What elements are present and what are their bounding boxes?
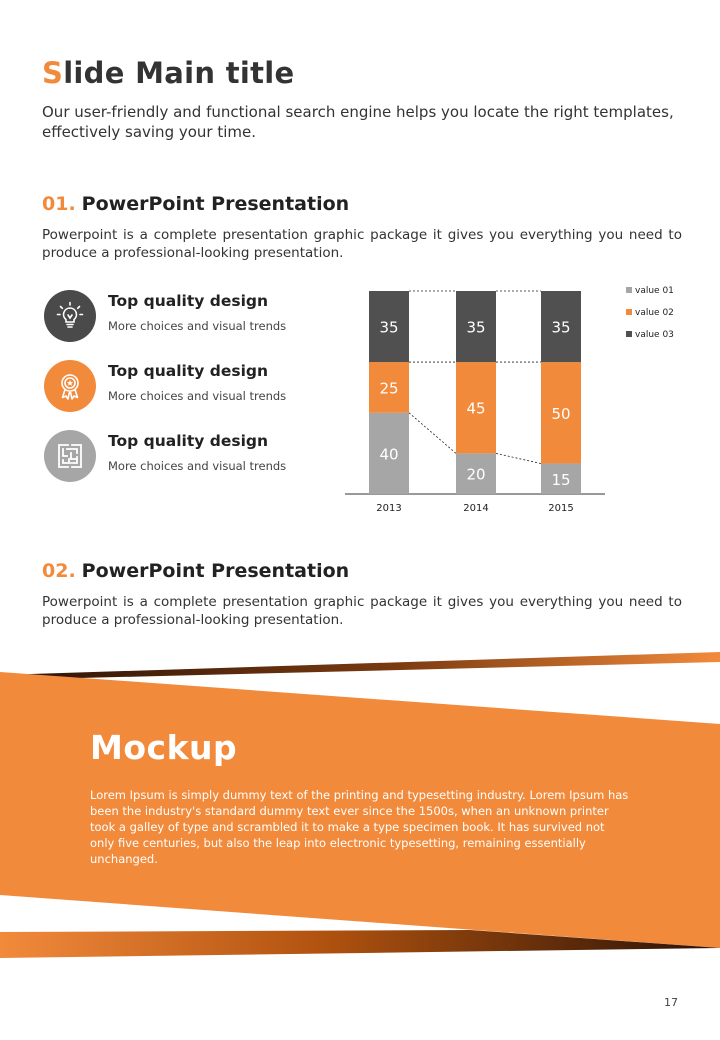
data-label: 35 (379, 318, 399, 337)
connector-line (496, 453, 541, 463)
section2-heading (42, 560, 349, 582)
page-number: 17 (664, 996, 678, 1009)
top-stripe (0, 652, 720, 680)
section2-body: Powerpoint is a complete presentation graphic package it gives you everything you need to produce a professional-looking presentation. (42, 594, 682, 628)
section2-number: 02. (42, 560, 76, 582)
title-accent-letter: S (42, 56, 64, 90)
section1-number: 01. (42, 193, 76, 215)
data-label: 15 (551, 470, 571, 489)
stacked-bar-chart (340, 280, 680, 520)
page-subtitle: Our user-friendly and functional search engine helps you locate the right templates, effectively saving your time. (42, 103, 674, 141)
legend-swatch (626, 287, 632, 293)
mockup-title: Mockup (90, 728, 238, 767)
feature-title: Top quality design (108, 432, 269, 450)
feature-title: Top quality design (108, 292, 269, 310)
data-label: 45 (466, 399, 486, 418)
feature-item-2 (44, 360, 324, 416)
feature-subtitle: More choices and visual trends (108, 459, 287, 473)
award-medal-icon (44, 360, 96, 412)
feature-subtitle: More choices and visual trends (108, 319, 287, 333)
section1-body: Powerpoint is a complete presentation graphic package it gives you everything you need to produce a professional-looking presentation. (42, 227, 682, 261)
data-label: 50 (551, 404, 571, 423)
feature-title: Top quality design (108, 362, 269, 380)
page-title (42, 56, 294, 90)
maze-icon (44, 430, 96, 482)
chart-svg (340, 280, 680, 520)
data-label: 20 (466, 465, 486, 484)
legend-swatch (626, 309, 632, 315)
feature-item-1 (44, 290, 324, 346)
legend-label: value 02 (635, 308, 674, 318)
x-tick-label: 2015 (548, 503, 574, 514)
legend-swatch (626, 331, 632, 337)
data-label: 40 (379, 445, 399, 464)
section2-title: PowerPoint Presentation (81, 560, 350, 582)
data-label: 35 (551, 318, 571, 337)
feature-subtitle: More choices and visual trends (108, 389, 287, 403)
mockup-text: Lorem Ipsum is simply dummy text of the printing and typesetting industry. Lorem Ipsum has been the industry's standard dummy text ever since the 1500s, when an unknown printer took a galley of type and scrambled it to make a type specimen book. It has survived not only five centuries, but also the leap into electronic typesetting, remaining essentially unchanged. (90, 788, 629, 866)
x-tick-label: 2013 (376, 503, 402, 514)
title-text: lide Main title (63, 56, 295, 90)
x-tick-label: 2014 (463, 503, 489, 514)
legend-label: value 03 (635, 330, 674, 340)
legend-label: value 01 (635, 286, 674, 296)
lightbulb-icon (44, 290, 96, 342)
data-label: 35 (466, 318, 486, 337)
connector-line (409, 413, 456, 454)
feature-item-3 (44, 430, 324, 486)
section1-title: PowerPoint Presentation (81, 193, 350, 215)
section1-heading (42, 193, 349, 215)
data-label: 25 (379, 379, 399, 398)
